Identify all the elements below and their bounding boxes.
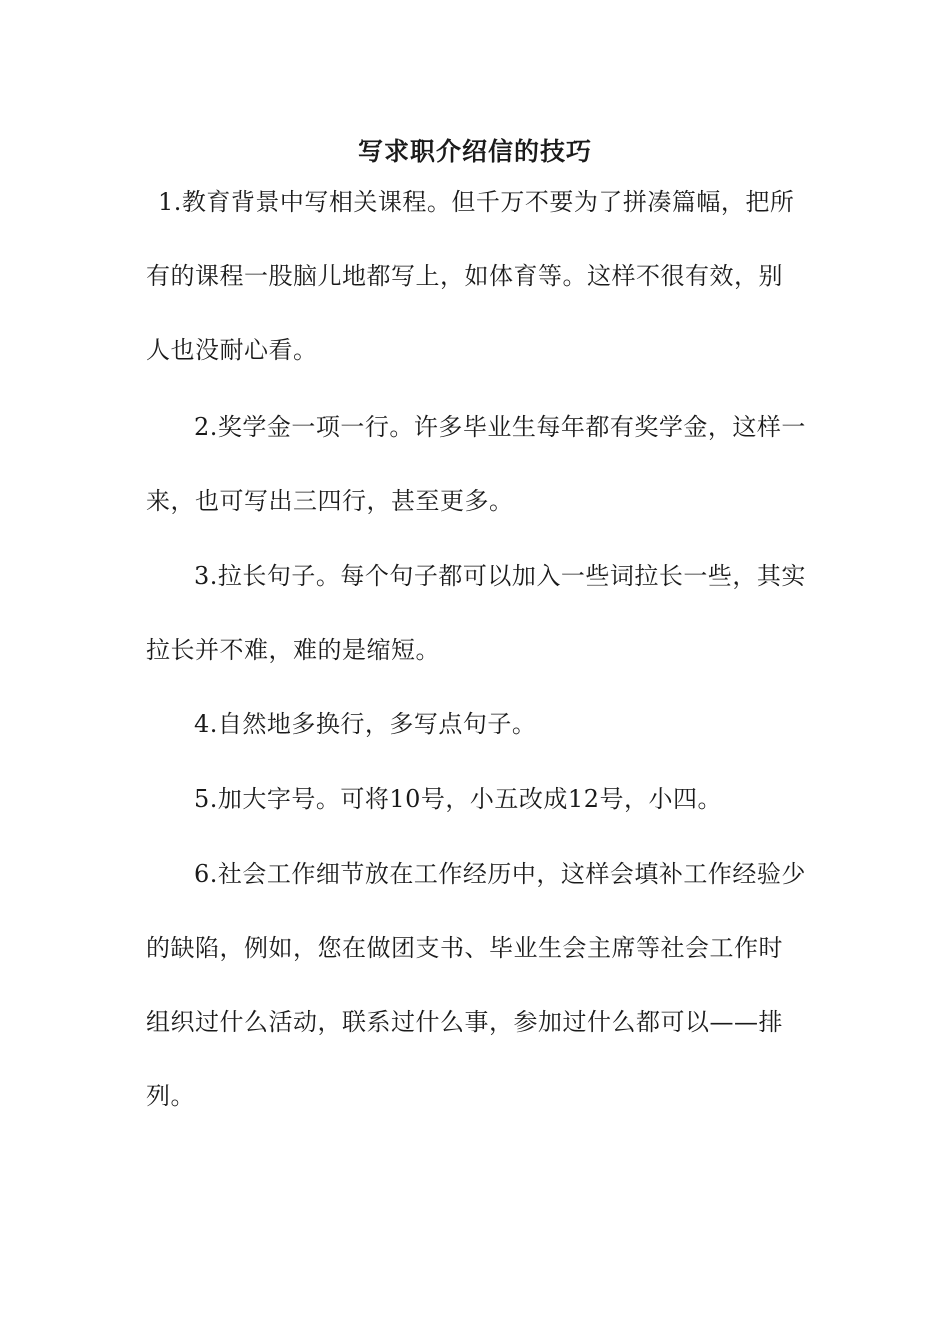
paragraph-4: 4.自然地多换行，多写点句子。 [194,710,537,738]
paragraph-1: 1.教育背景中写相关课程。但千万不要为了拼凑篇幅，把所有的课程一股脑儿地都写上，如体育等。这样不很有效，别人也没耐心看。 [146,188,795,364]
paragraph-6: 6.社会工作细节放在工作经历中，这样会填补工作经验少的缺陷，例如，您在做团支书、毕业生会主席等社会工作时组织过什么活动，联系过什么事，参加过什么都可以——排列。 [146,860,806,1110]
paragraph-2: 2.奖学金一项一行。许多毕业生每年都有奖学金，这样一来，也可写出三四行，甚至更多。 [146,413,806,515]
document-title: 写求职介绍信的技巧 [357,137,592,166]
paragraph-3: 3.拉长句子。每个句子都可以加入一些词拉长一些，其实拉长并不难，难的是缩短。 [146,562,806,664]
paragraph-5: 5.加大字号。可将10号，小五改成12号，小四。 [194,785,722,813]
